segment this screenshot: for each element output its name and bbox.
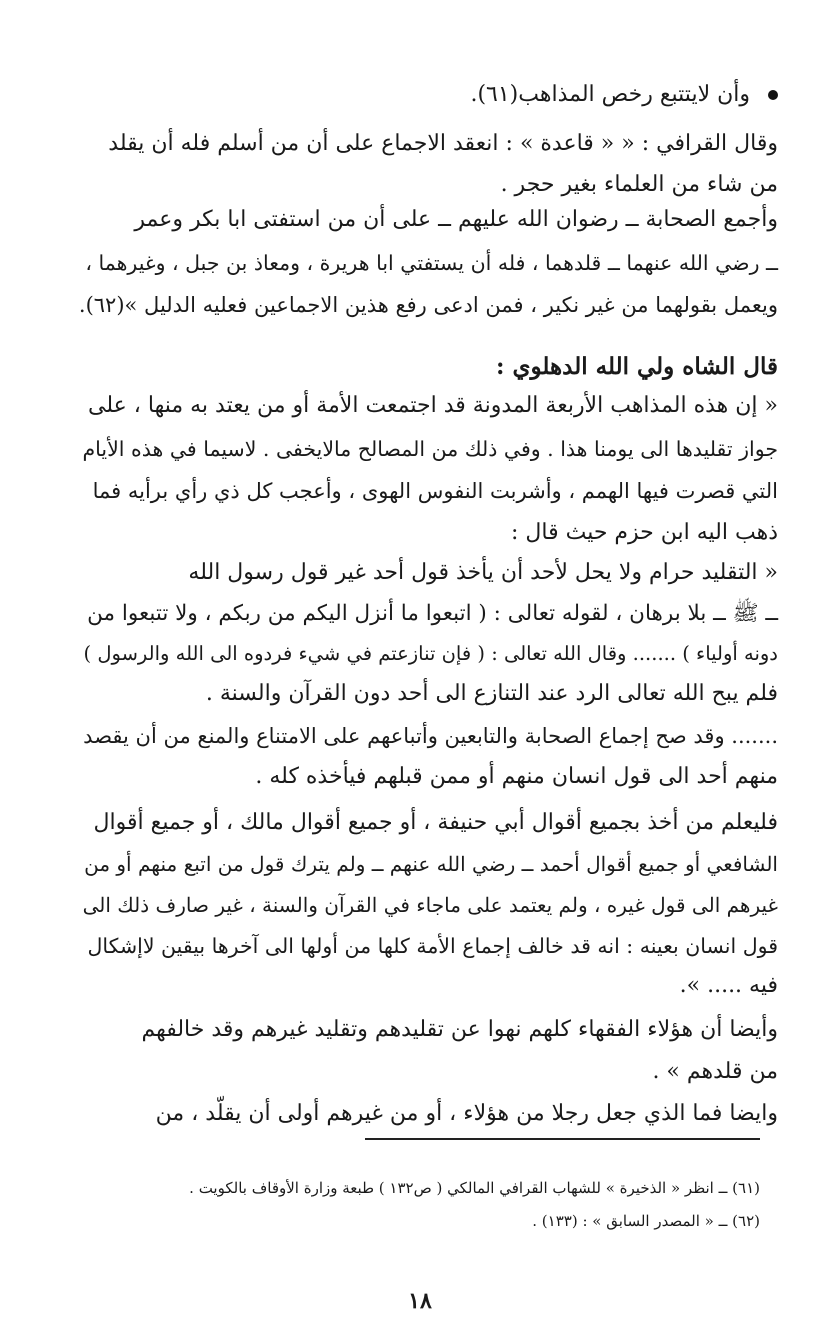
text-line: وقال القرافي : « « قاعدة » : انعقد الاجماع على أن من أسلم فله أن يقلد [108,131,778,156]
text-line: قول انسان بعينه : انه قد خالف إجماع الأمة كلها من أولها الى آخرها بيقين لاإشكال [87,934,778,958]
text-line: ....... وقد صح إجماع الصحابة والتابعين وأتباعهم على الامتناع والمنع من أن يقصد [83,724,778,748]
text-line: غيرهم الى قول غيره ، ولم يعتمد على ماجاء في القرآن والسنة ، غير صارف ذلك الى [82,893,778,917]
text-line: « التقليد حرام ولا يحل لأحد أن يأخذ قول أحد غير قول رسول الله [188,560,778,585]
text-line: فليعلم من أخذ بجميع أقوال أبي حنيفة ، أو جميع أقوال مالك ، أو جميع أقوال [93,810,778,835]
text-line: دونه أولياء ) ....... وقال الله تعالى : ( فإن تنازعتم في شيء فردوه الى الله والرسول ) [83,642,778,665]
text-line: ــ ﷺ ــ بلا برهان ، لقوله تعالى : ( اتبعوا ما أنزل اليكم من ربكم ، ولا تتبعوا من [87,601,778,626]
text-line: التي قصرت فيها الهمم ، وأشربت النفوس الهوى ، وأعجب كل ذي رأي برأيه فما [92,479,778,503]
page-number: ١٨ [408,1288,432,1314]
text-line: وأيضا أن هؤلاء الفقهاء كلهم نهوا عن تقليدهم وتقليد غيرهم وقد خالفهم [141,1017,778,1042]
text-line: من قلدهم » . [652,1059,778,1084]
section-heading: قال الشاه ولي الله الدهلوي : [496,353,778,380]
text-line: منهم أحد الى قول انسان منهم أو ممن قبلهم فيأخذه كله . [255,764,778,789]
text-line: « إن هذه المذاهب الأربعة المدونة قد اجتمعت الأمة أو من يعتد به منها ، على [88,393,778,418]
text-line: ــ رضي الله عنهما ــ قلدهما ، فله أن يستفتي ابا هريرة ، ومعاذ بن جبل ، وغيرهما ، [85,251,778,275]
bullet-line [78,78,778,112]
text-line: وأجمع الصحابة ــ رضوان الله عليهم ــ على أن من استفتى ابا بكر وعمر [134,207,778,232]
bullet-icon [768,90,778,100]
text-line: وايضا فما الذي جعل رجلا من هؤلاء ، أو من غيرهم أولى أن يقلّد ، من [155,1101,778,1126]
footnote: (٦١) ــ انظر « الذخيرة » للشهاب القرافي المالكي ( ص١٣٢ ) طبعة وزارة الأوقاف بالكويت . [189,1179,760,1197]
text-line: من شاء من العلماء بغير حجر . [500,172,778,197]
text-line: الشافعي أو جميع أقوال أحمد ــ رضي الله عنهم ــ ولم يترك قول من اتبع منهم أو من [84,852,778,876]
footnote-divider [365,1138,760,1140]
text-line: ويعمل بقولهما من غير نكير ، فمن ادعى رفع هذين الاجماعين فعليه الدليل »(٦٢). [78,293,778,317]
text-line: وأن لايتتبع رخص المذاهب(٦١). [470,82,750,107]
text-line: جواز تقليدها الى يومنا هذا . وفي ذلك من المصالح مالايخفى . لاسيما في هذه الأيام [82,437,778,461]
text-line: فلم يبح الله تعالى الرد عند التنازع الى أحد دون القرآن والسنة . [205,681,778,706]
text-line: فيه ..... ». [679,973,778,998]
text-line: ذهب اليه ابن حزم حيث قال : [510,520,778,545]
footnote: (٦٢) ــ « المصدر السابق » : (١٣٣) . [532,1212,760,1230]
